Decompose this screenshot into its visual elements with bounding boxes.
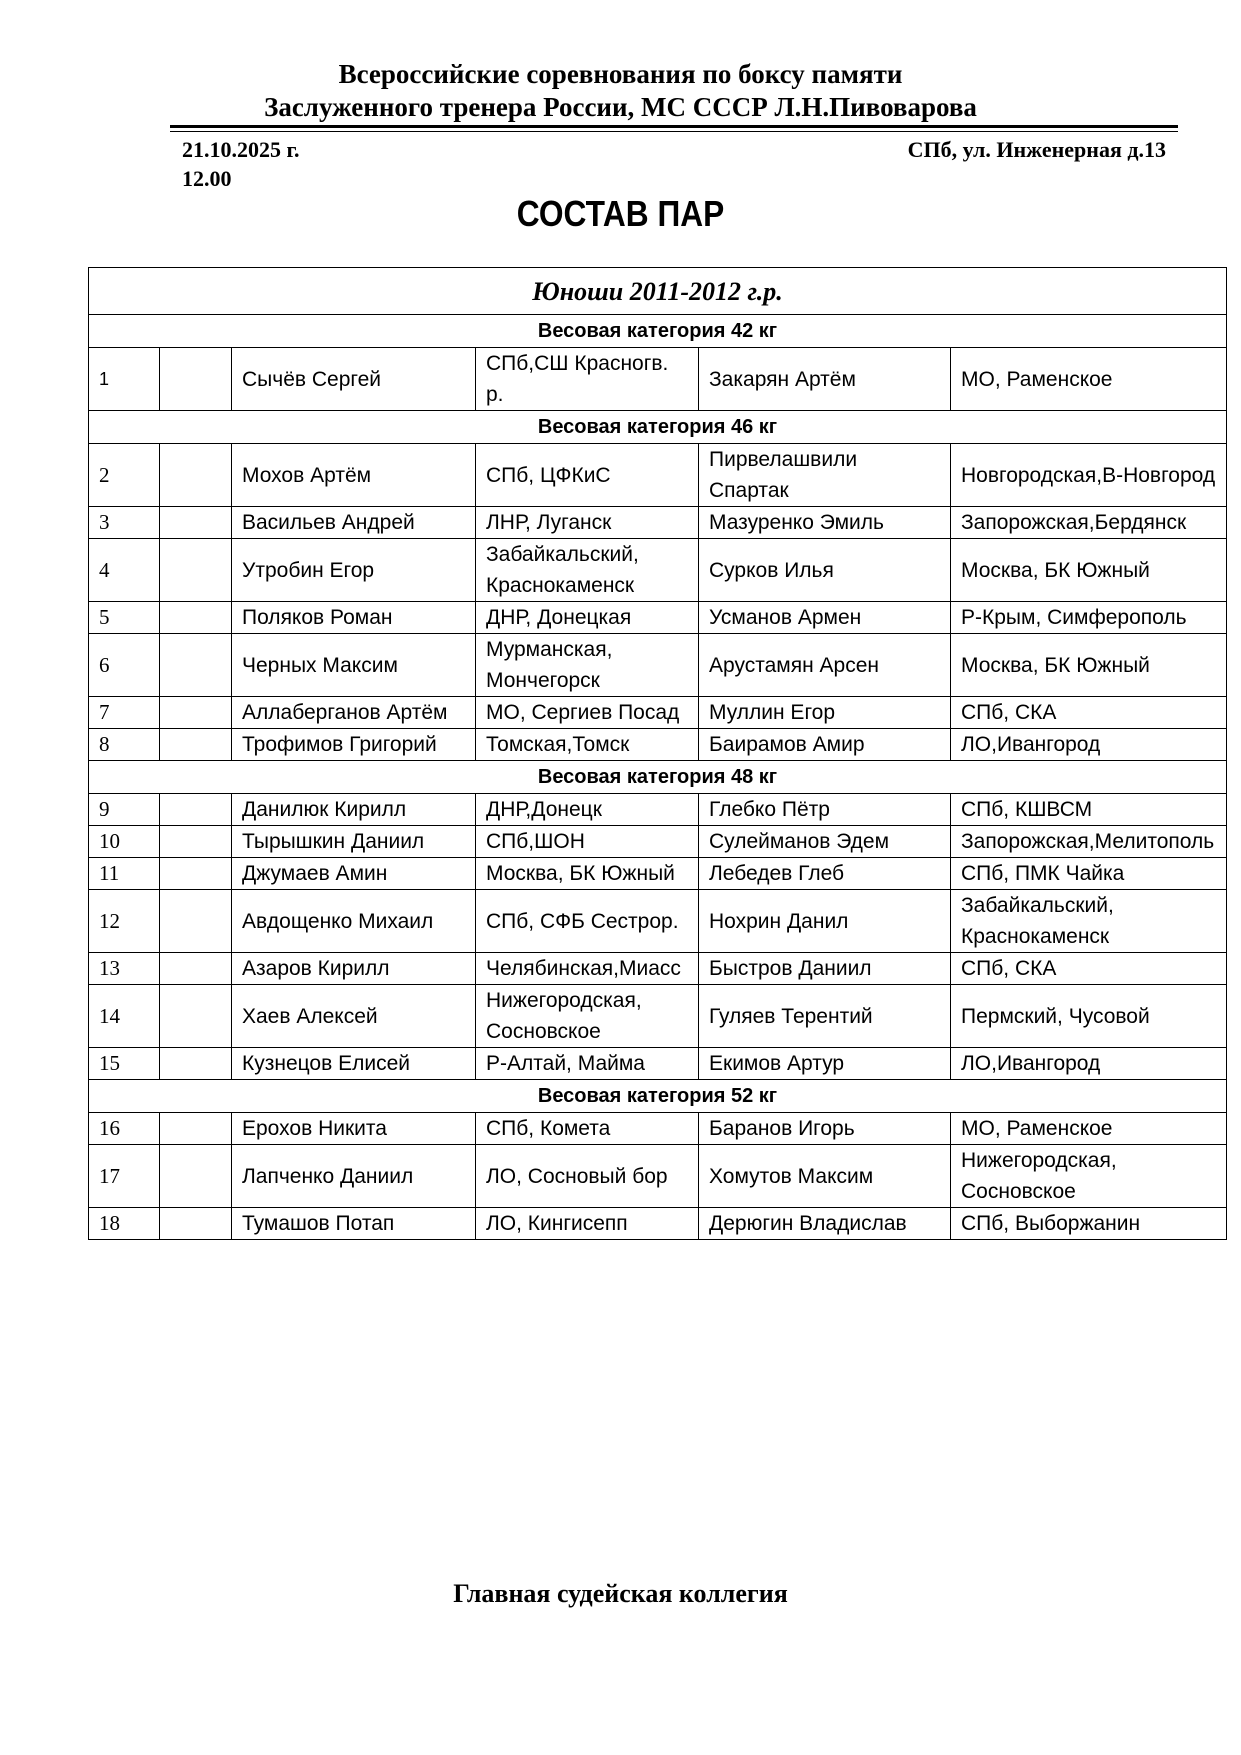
pair-row xyxy=(89,729,1227,761)
blue-corner-team: Запорожская,Мелитополь xyxy=(951,826,1227,858)
pair-number: 10 xyxy=(89,826,160,858)
red-corner-team: ДНР, Донецкая xyxy=(476,602,699,634)
blue-corner-team: Новгородская,В-Новгород xyxy=(951,444,1227,507)
pair-row xyxy=(89,794,1227,826)
seed-cell xyxy=(160,1113,232,1145)
seed-cell xyxy=(160,444,232,507)
pair-row xyxy=(89,858,1227,890)
seed-cell xyxy=(160,826,232,858)
blue-corner-name: Хомутов Максим xyxy=(699,1145,951,1208)
red-corner-team: Москва, БК Южный xyxy=(476,858,699,890)
footer-signature: Главная судейская коллегия xyxy=(453,1579,788,1608)
blue-corner-name: Быстров Даниил xyxy=(699,953,951,985)
red-corner-team: СПб,ШОН xyxy=(476,826,699,858)
red-corner-name: Лапченко Даниил xyxy=(232,1145,476,1208)
red-corner-team: МО, Сергиев Посад xyxy=(476,697,699,729)
red-corner-name: Мохов Артём xyxy=(232,444,476,507)
red-corner-name: Кузнецов Елисей xyxy=(232,1048,476,1080)
blue-corner-team: СПб, КШВСМ xyxy=(951,794,1227,826)
pair-number: 18 xyxy=(89,1208,160,1240)
seed-cell xyxy=(160,507,232,539)
seed-cell xyxy=(160,1048,232,1080)
pairs-table xyxy=(88,267,1227,1240)
blue-corner-name: Сурков Илья xyxy=(699,539,951,602)
red-corner-team: Томская,Томск xyxy=(476,729,699,761)
blue-corner-name: Екимов Артур xyxy=(699,1048,951,1080)
seed-cell xyxy=(160,1208,232,1240)
seed-cell xyxy=(160,602,232,634)
event-title xyxy=(0,58,1241,124)
pair-number: 7 xyxy=(89,697,160,729)
blue-corner-team: ЛО,Ивангород xyxy=(951,1048,1227,1080)
pair-number: 3 xyxy=(89,507,160,539)
pair-number: 1 xyxy=(89,348,160,411)
red-corner-team: СПб, СФБ Сестрор. xyxy=(476,890,699,953)
red-corner-team: СПб, Комета xyxy=(476,1113,699,1145)
pair-row xyxy=(89,348,1227,411)
blue-corner-team: Нижегородская, Сосновское xyxy=(951,1145,1227,1208)
pair-row xyxy=(89,602,1227,634)
pair-row xyxy=(89,697,1227,729)
red-corner-name: Ерохов Никита xyxy=(232,1113,476,1145)
red-corner-team: ЛО, Сосновый бор xyxy=(476,1145,699,1208)
blue-corner-team: Запорожская,Бердянск xyxy=(951,507,1227,539)
pair-number: 5 xyxy=(89,602,160,634)
pair-row xyxy=(89,634,1227,697)
red-corner-name: Тырышкин Даниил xyxy=(232,826,476,858)
blue-corner-name: Пирвелашвили Спартак xyxy=(699,444,951,507)
pair-row xyxy=(89,444,1227,507)
blue-corner-team: МО, Раменское xyxy=(951,1113,1227,1145)
seed-cell xyxy=(160,634,232,697)
event-title-line1: Всероссийские соревнования по боксу памяти xyxy=(338,59,903,89)
seed-cell xyxy=(160,890,232,953)
blue-corner-name: Арустамян Арсен xyxy=(699,634,951,697)
blue-corner-name: Лебедев Глеб xyxy=(699,858,951,890)
red-corner-name: Тумашов Потап xyxy=(232,1208,476,1240)
blue-corner-team: Москва, БК Южный xyxy=(951,634,1227,697)
seed-cell xyxy=(160,985,232,1048)
pair-number: 2 xyxy=(89,444,160,507)
red-corner-team: Р-Алтай, Майма xyxy=(476,1048,699,1080)
pair-row xyxy=(89,953,1227,985)
header-rule-thin xyxy=(170,131,1178,132)
red-corner-team: ЛНР, Луганск xyxy=(476,507,699,539)
pair-number: 9 xyxy=(89,794,160,826)
seed-cell xyxy=(160,953,232,985)
event-date: 21.10.2025 г. xyxy=(182,137,300,162)
pair-row xyxy=(89,507,1227,539)
seed-cell xyxy=(160,794,232,826)
weight-category-row xyxy=(89,315,1227,348)
event-time: 12.00 xyxy=(182,166,232,191)
red-corner-name: Данилюк Кирилл xyxy=(232,794,476,826)
pair-row xyxy=(89,1145,1227,1208)
red-corner-team: ДНР,Донецк xyxy=(476,794,699,826)
seed-cell xyxy=(160,858,232,890)
pair-row xyxy=(89,1208,1227,1240)
blue-corner-team: СПб, Выборжанин xyxy=(951,1208,1227,1240)
red-corner-name: Азаров Кирилл xyxy=(232,953,476,985)
red-corner-name: Трофимов Григорий xyxy=(232,729,476,761)
red-corner-name: Васильев Андрей xyxy=(232,507,476,539)
document-title: СОСТАВ ПАР xyxy=(516,193,725,234)
group-label: Юноши 2011-2012 г.р. xyxy=(89,268,1227,315)
pair-number: 13 xyxy=(89,953,160,985)
weight-category-row xyxy=(89,761,1227,794)
weight-category-label: Весовая категория 46 кг xyxy=(89,411,1227,444)
blue-corner-team: СПб, СКА xyxy=(951,953,1227,985)
pair-number: 17 xyxy=(89,1145,160,1208)
pair-row xyxy=(89,539,1227,602)
red-corner-name: Аллаберганов Артём xyxy=(232,697,476,729)
red-corner-team: Забайкальский, Краснокаменск xyxy=(476,539,699,602)
red-corner-name: Поляков Роман xyxy=(232,602,476,634)
blue-corner-name: Дерюгин Владислав xyxy=(699,1208,951,1240)
pair-number: 12 xyxy=(89,890,160,953)
weight-category-label: Весовая категория 48 кг xyxy=(89,761,1227,794)
blue-corner-name: Усманов Армен xyxy=(699,602,951,634)
seed-cell xyxy=(160,1145,232,1208)
red-corner-name: Сычёв Сергей xyxy=(232,348,476,411)
red-corner-name: Авдощенко Михаил xyxy=(232,890,476,953)
pair-number: 15 xyxy=(89,1048,160,1080)
seed-cell xyxy=(160,729,232,761)
pair-number: 14 xyxy=(89,985,160,1048)
pair-row xyxy=(89,1048,1227,1080)
red-corner-team: СПб, ЦФКиС xyxy=(476,444,699,507)
header-rule-thick xyxy=(170,125,1178,128)
blue-corner-team: СПб, ПМК Чайка xyxy=(951,858,1227,890)
weight-category-row xyxy=(89,1080,1227,1113)
seed-cell xyxy=(160,539,232,602)
pair-row xyxy=(89,890,1227,953)
blue-corner-name: Баранов Игорь xyxy=(699,1113,951,1145)
blue-corner-name: Гуляев Терентий xyxy=(699,985,951,1048)
blue-corner-team: Забайкальский, Краснокаменск xyxy=(951,890,1227,953)
blue-corner-team: МО, Раменское xyxy=(951,348,1227,411)
pair-number: 16 xyxy=(89,1113,160,1145)
red-corner-team: Челябинская,Миасс xyxy=(476,953,699,985)
seed-cell xyxy=(160,348,232,411)
event-title-line2: Заслуженного тренера России, МС СССР Л.Н.Пивоварова xyxy=(264,92,977,122)
red-corner-team: Мурманская, Мончегорск xyxy=(476,634,699,697)
blue-corner-name: Нохрин Данил xyxy=(699,890,951,953)
blue-corner-name: Баирамов Амир xyxy=(699,729,951,761)
red-corner-team: ЛО, Кингисепп xyxy=(476,1208,699,1240)
blue-corner-team: ЛО,Ивангород xyxy=(951,729,1227,761)
blue-corner-team: Пермский, Чусовой xyxy=(951,985,1227,1048)
pair-row xyxy=(89,826,1227,858)
blue-corner-name: Муллин Егор xyxy=(699,697,951,729)
pair-number: 8 xyxy=(89,729,160,761)
blue-corner-team: Москва, БК Южный xyxy=(951,539,1227,602)
blue-corner-name: Глебко Пётр xyxy=(699,794,951,826)
red-corner-name: Черных Максим xyxy=(232,634,476,697)
blue-corner-name: Закарян Артём xyxy=(699,348,951,411)
pair-number: 6 xyxy=(89,634,160,697)
red-corner-name: Хаев Алексей xyxy=(232,985,476,1048)
event-address: СПб, ул. Инженерная д.13 xyxy=(907,137,1166,162)
pair-number: 4 xyxy=(89,539,160,602)
blue-corner-team: Р-Крым, Симферополь xyxy=(951,602,1227,634)
weight-category-row xyxy=(89,411,1227,444)
blue-corner-team: СПб, СКА xyxy=(951,697,1227,729)
red-corner-name: Джумаев Амин xyxy=(232,858,476,890)
pair-row xyxy=(89,985,1227,1048)
pair-number: 11 xyxy=(89,858,160,890)
red-corner-team: Нижегородская, Сосновское xyxy=(476,985,699,1048)
seed-cell xyxy=(160,697,232,729)
red-corner-team: СПб,СШ Красногв. р. xyxy=(476,348,699,411)
red-corner-name: Утробин Егор xyxy=(232,539,476,602)
weight-category-label: Весовая категория 42 кг xyxy=(89,315,1227,348)
blue-corner-name: Мазуренко Эмиль xyxy=(699,507,951,539)
weight-category-label: Весовая категория 52 кг xyxy=(89,1080,1227,1113)
blue-corner-name: Сулейманов Эдем xyxy=(699,826,951,858)
pair-row xyxy=(89,1113,1227,1145)
group-row xyxy=(89,268,1227,315)
